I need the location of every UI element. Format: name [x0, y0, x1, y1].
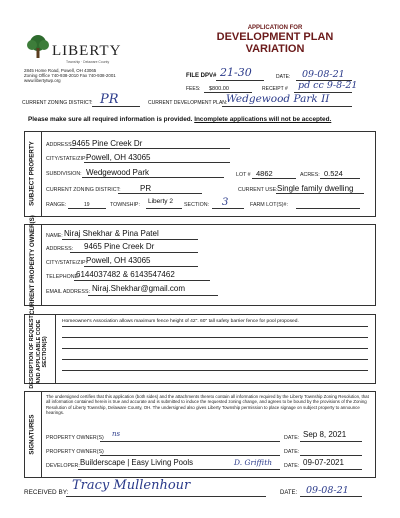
subdivision-value[interactable]: Wedgewood Park	[86, 168, 149, 177]
form-title-line2: VARIATION	[245, 43, 305, 55]
current-dev-plan-label: CURRENT DEVELOPMENT PLAN:	[148, 100, 228, 106]
lot-label: LOT #	[236, 172, 251, 178]
owner1-sig-label: PROPERTY OWNER(S)	[46, 435, 104, 441]
received-signature[interactable]: Tracy Mullenhour	[72, 478, 191, 493]
receipt-label: RECEIPT #	[262, 86, 288, 92]
current-use-value[interactable]: Single family dwelling	[277, 184, 354, 193]
current-dev-plan-value[interactable]: Wedgewood Park II	[226, 93, 330, 105]
owner-address-label: ADDRESS:	[46, 246, 74, 252]
owner1-date-label: DATE:	[284, 435, 300, 441]
receipt-value[interactable]: pd cc 9-8-21	[298, 80, 358, 91]
request-section	[24, 314, 376, 384]
signatures-label: SIGNATURES	[28, 414, 36, 455]
required-notice	[28, 116, 331, 123]
owner-city-label: CITY/STATE/ZIP:	[46, 260, 88, 266]
logo-sub: Township · Delaware County	[66, 60, 110, 64]
org-phone: Zoning Office 740-938-2010 Fax 740-938-2001	[24, 73, 116, 78]
tree-logo-icon	[26, 34, 50, 60]
farm-lot-label: FARM LOT(S)#:	[250, 202, 288, 208]
owner-phone-label: TELEPHONE:	[46, 274, 80, 280]
owner-phone-value[interactable]: 6144037482 & 6143547462	[76, 270, 175, 279]
date-value[interactable]: 09-08-21	[302, 69, 345, 80]
developer-date-label: DATE:	[284, 463, 300, 469]
org-address: 2845 Home Road, Powell, OH 43065	[24, 68, 97, 73]
file-value[interactable]: 21-30	[220, 66, 252, 79]
owner-address-value[interactable]: 9465 Pine Creek Dr	[84, 242, 155, 251]
owner-email-value[interactable]: Niraj.Shekhar@gmail.com	[92, 284, 186, 293]
township-value[interactable]: Liberty 2	[148, 198, 173, 205]
date-label: DATE:	[276, 74, 291, 80]
range-value[interactable]: 19	[84, 202, 90, 208]
logo-name: LIBERTY	[52, 43, 122, 59]
owner2-sig-label: PROPERTY OWNER(S)	[46, 449, 104, 455]
form-title-line1: DEVELOPMENT PLAN	[216, 31, 334, 43]
owner-name-value[interactable]: Niraj Shekhar & Pina Patel	[64, 229, 159, 238]
subject-zoning-value[interactable]: PR	[140, 184, 152, 193]
subject-city-label: CITY/STATE/ZIP:	[46, 156, 88, 162]
owner2-date-label: DATE:	[284, 449, 300, 455]
subdivision-label: SUBDIVISION:	[46, 171, 82, 177]
received-date[interactable]: 09-08-21	[306, 485, 349, 496]
file-label: FILE DPV#	[186, 73, 217, 79]
acres-value[interactable]: 0.524	[324, 169, 343, 178]
notice-prefix: Please make sure all required information is provided.	[28, 116, 193, 123]
request-section-label: DESCRIPTION OF REQUEST AND APPLICABLE CODE SECTION(S)	[29, 315, 49, 389]
received-date-label: DATE:	[280, 490, 298, 496]
owner1-signature[interactable]: ns	[112, 430, 121, 438]
owner-city-value[interactable]: Powell, OH 43065	[86, 256, 151, 265]
subject-property-label: SUBJECT PROPERTY	[28, 141, 36, 206]
fees-value[interactable]: $800.00	[209, 86, 229, 92]
current-zoning-label: CURRENT ZONING DISTRICT:	[22, 100, 93, 106]
fees-label: FEES:	[186, 86, 201, 92]
received-label: RECEIVED BY:	[24, 489, 69, 496]
owner-email-label: EMAIL ADDRESS:	[46, 289, 90, 295]
owner1-date[interactable]: Sep 8, 2021	[303, 430, 347, 439]
section-field-label: SECTION:	[184, 202, 210, 208]
current-zoning-value[interactable]: PR	[100, 92, 119, 107]
request-text[interactable]: Homeowner's Association allows maximum fence height of 42". 60" tall safety barrier fence for pool proposed.	[62, 319, 299, 324]
logo	[26, 34, 138, 66]
subject-address-label: ADDRESS:	[46, 142, 74, 148]
owner-section-label: CURRENT PROPERTY OWNER(S)	[29, 215, 36, 315]
owner-name-label: NAME:	[46, 233, 63, 239]
section-value[interactable]: 3	[222, 197, 229, 208]
developer-value[interactable]: Builderscape | Easy Living Pools	[80, 458, 193, 467]
subject-address-value[interactable]: 9465 Pine Creek Dr	[72, 139, 143, 148]
org-website: www.libertytwp.org	[24, 78, 61, 83]
form-title	[180, 25, 370, 55]
developer-label: DEVELOPER:	[46, 463, 80, 469]
lot-value[interactable]: 4862	[256, 169, 273, 178]
current-use-label: CURRENT USE:	[238, 187, 278, 193]
notice-underlined: Incomplete applications will not be accepted.	[194, 116, 332, 123]
developer-date[interactable]: 09-07-2021	[303, 458, 344, 467]
certification-text: The undersigned certifies that this application (both sides) and the attachments thereto contain all information required by the Liberty Township Zoning Resolution, that all information contained herein is true and accurate and is submitted to induce the requested zoning change, and agrees to be bound by the provisions of the Zoning Resolution of Liberty Township, Delaware County, OH. The undersigned also gives Liberty Township permission to place signage on subject property to announce hearings.	[46, 394, 369, 415]
acres-label: ACRES:	[300, 172, 320, 178]
developer-signature[interactable]: D. Griffith	[234, 458, 273, 467]
range-label: RANGE:	[46, 202, 67, 208]
township-label: TOWNSHIP:	[110, 202, 140, 208]
subject-zoning-label: CURRENT ZONING DISTRICT:	[46, 187, 121, 193]
form-title-small: APPLICATION FOR	[247, 25, 303, 31]
subject-city-value[interactable]: Powell, OH 43065	[86, 153, 151, 162]
